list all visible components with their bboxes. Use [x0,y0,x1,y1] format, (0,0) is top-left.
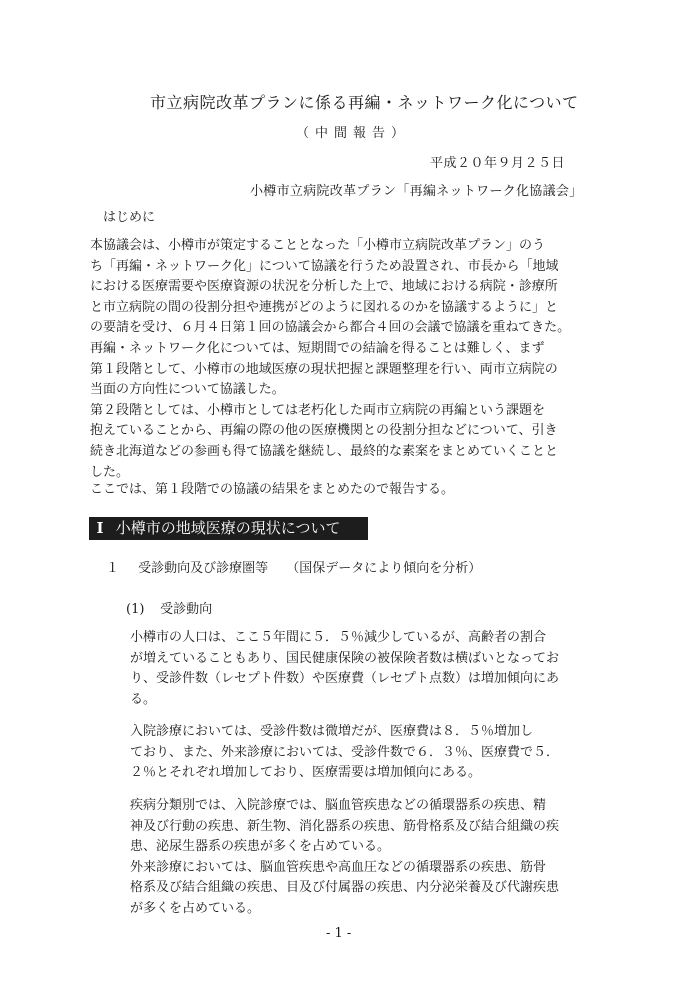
paragraph-line: 患、泌尿生器系の疾患が多くを占めている。 [130,839,391,855]
sub-subsection-number: (1) [126,602,145,617]
intro-para2-line: 再編・ネットワーク化については、短期間での結論を得ることは難しく、まず [90,340,545,356]
sub-subsection-heading [126,598,212,617]
subsection-heading [106,557,481,576]
intro-body [90,236,602,483]
intro-para3-line: 続き北海道などの参画も得て協議を継続し、最終的な素案をまとめていくことと [90,443,559,459]
section-heading-bar [89,517,368,540]
intro-para2-line: 第１段階として、小樽市の地域医療の現状把握と課題整理を行い、両市立病院の [90,361,558,377]
intro-para3-line: した。 [90,464,130,480]
subsection-note: （国保データにより傾向を分析） [286,561,482,576]
council-name: 小樽市立病院改革プラン「再編ネットワーク化協議会」 [250,184,583,199]
paragraph-line: ２％とそれぞれ増加しており、医療需要は増加傾向にある。 [130,765,482,781]
paragraph-line: る。 [130,691,157,707]
paragraph-line: が増えていることもあり、国民健康保険の被保険者数は横ばいとなってお [130,650,560,666]
paragraph-line: 小樽市の人口は、ここ５年間に５．５％減少しているが、高齢者の割合 [130,630,547,645]
subsection-title: 受診動向及び診療圏等 [138,561,269,576]
paragraph-line: ており、また、外来診療においては、受診件数で６．３％、医療費で５． [130,744,560,760]
paragraph-disease-classification [130,796,610,920]
subsection-number: １ [106,561,120,576]
document-subtitle: （中間報告） [296,126,411,141]
intro-para3-line: 抱えていることから、再編の際の他の医療機関との役割分担などについて、引き [90,423,558,439]
section-title: 小樽市の地域医療の現状について [115,519,341,537]
document-title: 市立病院改革プランに係る再編・ネットワーク化について [150,93,579,112]
paragraph-line: 疾病分類別では、入院診療では、脳血管疾患などの循環器系の疾患、精 [130,798,547,813]
paragraph-line: 神及び行動の疾患、新生物、消化器系の疾患、筋骨格系及び結合組織の疾 [130,818,560,834]
intro-conclusion [90,480,602,501]
intro-para1-line: ち「再編・ネットワーク化」について協議を行うため設置され、市長から「地域 [90,258,559,274]
intro-para2-line: 当面の方向性について協議した。 [90,382,285,398]
intro-para1-line: の要請を受け、６月４日第１回の協議会から都合４回の会議で協議を重ねてきた。 [90,320,571,336]
paragraph-line: 外来診療においては、脳血管疾患や高血圧などの循環器系の疾患、筋骨 [130,859,547,875]
paragraph-line: り、受診件数（レセプト件数）や医療費（レセプト点数）は増加傾向にあ [130,671,560,687]
section-number: I [96,519,104,537]
paragraph-population [130,628,610,710]
page-number: - 1 - [326,926,352,941]
intro-para1-line: における医療需要や医療資源の状況を分析した上で、地域における病院・診療所 [90,279,558,295]
paragraph-line: 入院診療においては、受診件数は微増だが、医療費は８．５％増加し [130,724,534,739]
sub-subsection-title: 受診動向 [160,602,213,617]
intro-heading: はじめに [103,210,156,225]
intro-para4: ここでは、第１段階での協議の結果をまとめたので報告する。 [90,482,455,497]
intro-para1-line: 本協議会は、小樽市が策定することとなった「小樽市立病院改革プラン」のう [90,238,546,253]
paragraph-line: 格系及び結合組織の疾患、目及び付属器の疾患、内分泌栄養及び代謝疾患 [130,880,560,896]
document-date: 平成２０年９月２５日 [430,156,566,171]
paragraph-line: が多くを占めている。 [130,900,261,916]
paragraph-inpatient [130,722,610,784]
intro-para3-line: 第２段階としては、小樽市としては老朽化した両市立病院の再編という課題を [90,402,546,418]
intro-para1-line: と市立病院の間の役割分担や連携がどのように図れるのかを協議するように」と [90,299,559,315]
